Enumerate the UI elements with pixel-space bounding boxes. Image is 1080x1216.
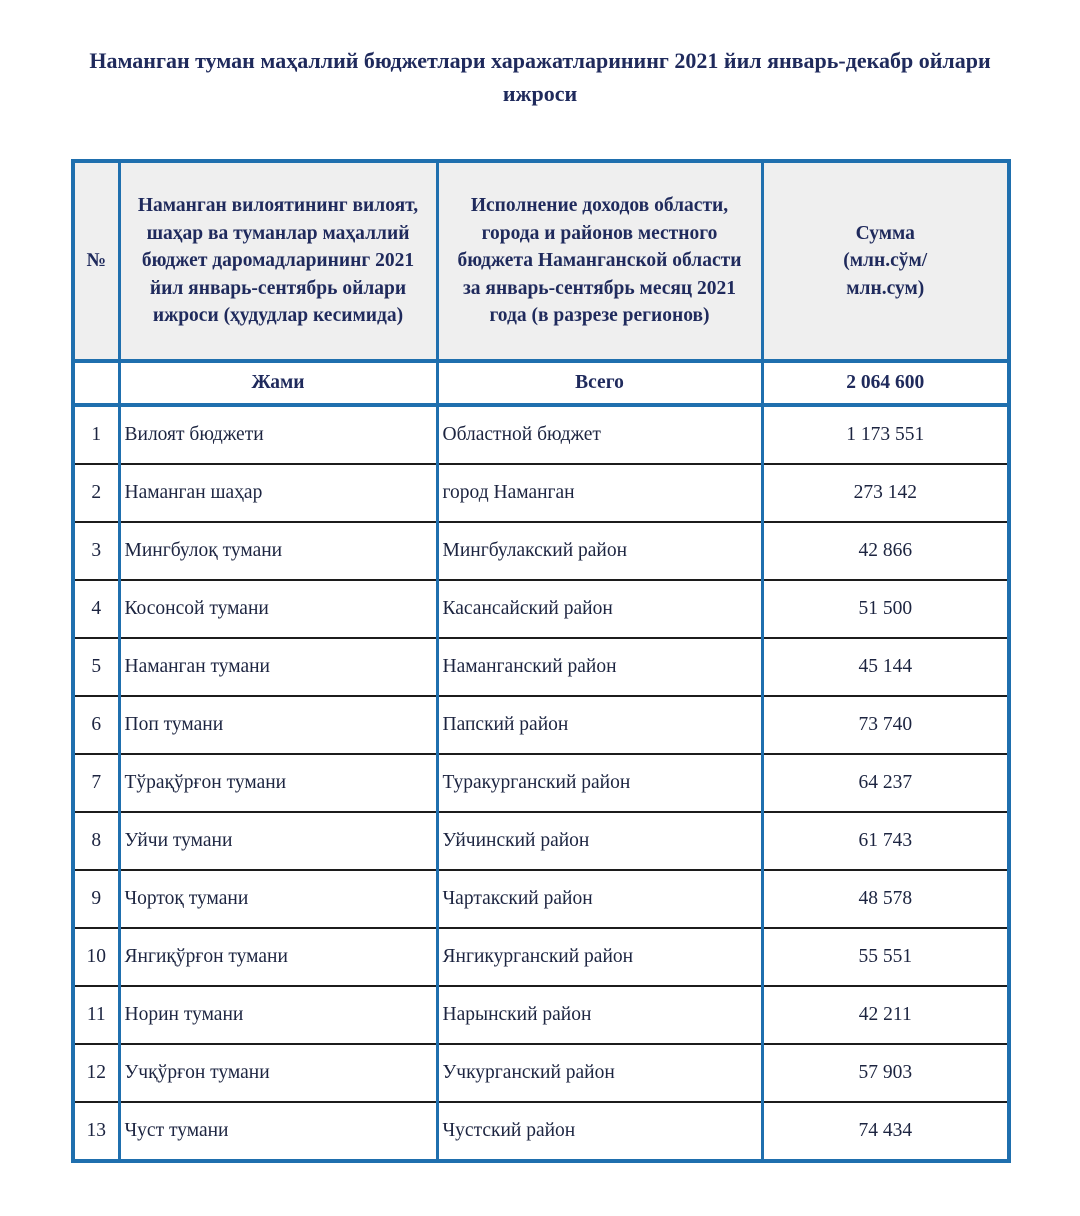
row-amount: 61 743	[762, 812, 1009, 870]
table-header-row	[73, 161, 1009, 361]
row-amount: 273 142	[762, 464, 1009, 522]
row-number: 1	[73, 405, 119, 464]
row-amount: 42 866	[762, 522, 1009, 580]
header-number: №	[73, 161, 119, 361]
row-amount: 57 903	[762, 1044, 1009, 1102]
row-region-uz: Чуст тумани	[119, 1102, 437, 1161]
row-region-uz: Мингбулоқ тумани	[119, 522, 437, 580]
row-region-ru: Областной бюджет	[437, 405, 762, 464]
total-sum: 2 064 600	[762, 361, 1009, 405]
row-region-ru: Нарынский район	[437, 986, 762, 1044]
row-region-uz: Норин тумани	[119, 986, 437, 1044]
total-uz: Жами	[119, 361, 437, 405]
header-uz-text: Наманган вилоятининг вилоят, шаҳар ва туманлар маҳаллий бюджет даромадларининг 2021 йил январь-сентябрь ойлари ижроси (ҳудудлар кесимида)	[137, 195, 419, 327]
table-row	[73, 405, 1009, 464]
document-title: Наманган туман маҳаллий бюджетлари харажатларининг 2021 йил январь-декабр ойлари ижроси	[89, 48, 991, 106]
table-row	[73, 464, 1009, 522]
table-row	[73, 754, 1009, 812]
row-region-uz: Косонсой тумани	[119, 580, 437, 638]
row-region-uz: Вилоят бюджети	[119, 405, 437, 464]
table-row	[73, 696, 1009, 754]
table-row	[73, 522, 1009, 580]
total-row	[73, 361, 1009, 405]
row-amount: 74 434	[762, 1102, 1009, 1161]
row-region-uz: Тўрақўрғон тумани	[119, 754, 437, 812]
total-number	[73, 361, 119, 405]
table-row	[73, 928, 1009, 986]
row-number: 9	[73, 870, 119, 928]
table-row	[73, 812, 1009, 870]
row-amount: 73 740	[762, 696, 1009, 754]
row-region-ru: город Наманган	[437, 464, 762, 522]
row-region-ru: Янгикурганский район	[437, 928, 762, 986]
row-region-uz: Поп тумани	[119, 696, 437, 754]
budget-table	[71, 159, 1011, 1163]
row-number: 4	[73, 580, 119, 638]
table-row	[73, 580, 1009, 638]
row-region-uz: Чортоқ тумани	[119, 870, 437, 928]
table-row	[73, 986, 1009, 1044]
row-amount: 42 211	[762, 986, 1009, 1044]
row-region-ru: Мингбулакский район	[437, 522, 762, 580]
header-sum	[762, 161, 1009, 361]
row-amount: 55 551	[762, 928, 1009, 986]
row-number: 13	[73, 1102, 119, 1161]
row-number: 11	[73, 986, 119, 1044]
header-uz	[119, 161, 437, 361]
row-region-ru: Папский район	[437, 696, 762, 754]
row-number: 2	[73, 464, 119, 522]
table-row	[73, 870, 1009, 928]
row-region-uz: Наманган тумани	[119, 638, 437, 696]
row-number: 8	[73, 812, 119, 870]
row-amount: 45 144	[762, 638, 1009, 696]
row-amount: 51 500	[762, 580, 1009, 638]
header-sum-text: Сумма (млн.сўм/ млн.сум)	[843, 222, 928, 299]
row-region-uz: Наманган шаҳар	[119, 464, 437, 522]
row-amount: 64 237	[762, 754, 1009, 812]
row-number: 5	[73, 638, 119, 696]
table-row	[73, 638, 1009, 696]
row-region-ru: Уйчинский район	[437, 812, 762, 870]
row-region-ru: Касансайский район	[437, 580, 762, 638]
row-region-uz: Уйчи тумани	[119, 812, 437, 870]
header-ru	[437, 161, 762, 361]
total-ru: Всего	[437, 361, 762, 405]
row-region-ru: Чартакский район	[437, 870, 762, 928]
row-region-uz: Учқўрғон тумани	[119, 1044, 437, 1102]
row-amount: 48 578	[762, 870, 1009, 928]
row-number: 7	[73, 754, 119, 812]
table-row	[73, 1102, 1009, 1161]
row-region-ru: Чустский район	[437, 1102, 762, 1161]
row-region-uz: Янгиқўрғон тумани	[119, 928, 437, 986]
row-region-ru: Наманганский район	[437, 638, 762, 696]
header-ru-text: Исполнение доходов области, города и районов местного бюджета Наманганской области за январь-сентябрь месяц 2021 года (в разрезе регионов)	[457, 195, 742, 327]
row-number: 3	[73, 522, 119, 580]
row-number: 10	[73, 928, 119, 986]
row-number: 6	[73, 696, 119, 754]
row-amount: 1 173 551	[762, 405, 1009, 464]
row-number: 12	[73, 1044, 119, 1102]
row-region-ru: Учкурганский район	[437, 1044, 762, 1102]
table-row	[73, 1044, 1009, 1102]
row-region-ru: Туракурганский район	[437, 754, 762, 812]
